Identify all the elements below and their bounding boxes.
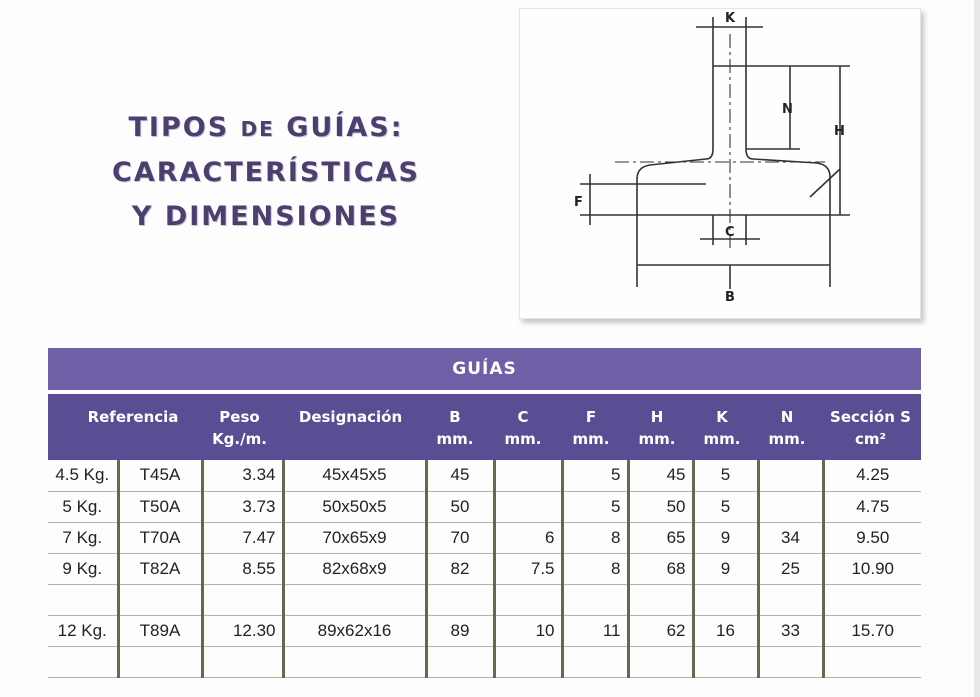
row-h-cell bbox=[628, 584, 693, 615]
row-referencia-cell bbox=[48, 646, 118, 677]
row-seccion-cell: 4.75 bbox=[823, 491, 921, 522]
t-rail-diagram bbox=[519, 8, 921, 319]
table-title: GUÍAS bbox=[452, 359, 517, 379]
row-k-cell: 9 bbox=[693, 553, 758, 584]
row-c-cell bbox=[494, 646, 562, 677]
t-rail-drawing bbox=[520, 9, 920, 318]
label-c: C bbox=[725, 225, 735, 240]
header-k: K mm. bbox=[703, 408, 741, 448]
row-codigo-cell bbox=[118, 646, 202, 677]
row-f-cell bbox=[562, 584, 628, 615]
row-n-cell bbox=[758, 460, 823, 491]
row-peso-cell: 3.34 bbox=[202, 460, 283, 491]
row-f-cell: 5 bbox=[562, 460, 628, 491]
row-peso-cell: 8.55 bbox=[202, 553, 283, 584]
row-peso-cell bbox=[202, 584, 283, 615]
row-b-cell: 45 bbox=[426, 460, 494, 491]
row-designacion-cell: 70x65x9 bbox=[283, 522, 426, 553]
row-f-cell: 8 bbox=[562, 553, 628, 584]
table-row bbox=[48, 584, 921, 615]
page-edge-shadow bbox=[974, 0, 980, 697]
header-peso: Peso Kg./m. bbox=[212, 408, 267, 448]
table-row bbox=[48, 646, 921, 677]
row-h-cell: 68 bbox=[628, 553, 693, 584]
row-f-cell: 11 bbox=[562, 615, 628, 646]
row-b-cell: 70 bbox=[426, 522, 494, 553]
header-seccion: Sección S cm² bbox=[830, 408, 911, 448]
row-k-cell: 9 bbox=[693, 522, 758, 553]
row-k-cell bbox=[693, 646, 758, 677]
page-title bbox=[96, 106, 436, 239]
row-codigo-cell bbox=[118, 584, 202, 615]
label-f: F bbox=[574, 195, 583, 210]
row-h-cell: 65 bbox=[628, 522, 693, 553]
row-k-cell: 5 bbox=[693, 491, 758, 522]
row-peso-cell: 7.47 bbox=[202, 522, 283, 553]
table-title-bar bbox=[48, 348, 921, 390]
table-row bbox=[48, 522, 921, 553]
row-referencia-cell: 9 Kg. bbox=[48, 553, 118, 584]
row-seccion-cell: 15.70 bbox=[823, 615, 921, 646]
row-seccion-cell bbox=[823, 584, 921, 615]
row-peso-cell: 12.30 bbox=[202, 615, 283, 646]
label-k: K bbox=[725, 11, 736, 26]
row-referencia-cell: 5 Kg. bbox=[48, 491, 118, 522]
row-n-cell bbox=[758, 584, 823, 615]
row-b-cell bbox=[426, 646, 494, 677]
row-designacion-cell bbox=[283, 584, 426, 615]
row-f-cell: 5 bbox=[562, 491, 628, 522]
row-k-cell: 5 bbox=[693, 460, 758, 491]
header-h: H mm. bbox=[638, 408, 676, 448]
row-seccion-cell: 10.90 bbox=[823, 553, 921, 584]
table-row bbox=[48, 615, 921, 646]
row-k-cell: 16 bbox=[693, 615, 758, 646]
title-line-3: Y DIMENSIONES bbox=[131, 201, 401, 232]
header-referencia: Referencia bbox=[87, 408, 179, 426]
title-line-1: TIPOS DE GUÍAS: bbox=[128, 112, 404, 143]
row-c-cell bbox=[494, 584, 562, 615]
row-b-cell: 82 bbox=[426, 553, 494, 584]
row-designacion-cell: 82x68x9 bbox=[283, 553, 426, 584]
row-referencia-cell: 4.5 Kg. bbox=[48, 460, 118, 491]
header-b: B mm. bbox=[436, 408, 474, 448]
row-codigo-cell: T50A bbox=[118, 491, 202, 522]
row-designacion-cell: 89x62x16 bbox=[283, 615, 426, 646]
row-h-cell: 62 bbox=[628, 615, 693, 646]
table-row bbox=[48, 491, 921, 522]
row-codigo-cell: T45A bbox=[118, 460, 202, 491]
row-peso-cell: 3.73 bbox=[202, 491, 283, 522]
row-f-cell: 8 bbox=[562, 522, 628, 553]
row-b-cell bbox=[426, 584, 494, 615]
row-c-cell: 10 bbox=[494, 615, 562, 646]
row-seccion-cell: 4.25 bbox=[823, 460, 921, 491]
row-designacion-cell: 50x50x5 bbox=[283, 491, 426, 522]
header-c: C mm. bbox=[504, 408, 542, 448]
row-h-cell: 50 bbox=[628, 491, 693, 522]
row-k-cell bbox=[693, 584, 758, 615]
row-h-cell: 45 bbox=[628, 460, 693, 491]
title-line-2: CARACTERÍSTICAS bbox=[112, 157, 420, 188]
row-n-cell bbox=[758, 646, 823, 677]
row-b-cell: 50 bbox=[426, 491, 494, 522]
page-bottom-crop bbox=[48, 687, 921, 697]
table-header bbox=[48, 394, 921, 460]
row-designacion-cell bbox=[283, 646, 426, 677]
row-seccion-cell bbox=[823, 646, 921, 677]
row-h-cell bbox=[628, 646, 693, 677]
row-f-cell bbox=[562, 646, 628, 677]
label-n: N bbox=[782, 102, 793, 117]
row-codigo-cell: T89A bbox=[118, 615, 202, 646]
guias-table bbox=[48, 460, 921, 678]
row-peso-cell bbox=[202, 646, 283, 677]
header-designacion: Designación bbox=[298, 408, 403, 426]
label-h: H bbox=[834, 124, 845, 139]
row-codigo-cell: T82A bbox=[118, 553, 202, 584]
row-codigo-cell: T70A bbox=[118, 522, 202, 553]
row-n-cell: 34 bbox=[758, 522, 823, 553]
row-seccion-cell: 9.50 bbox=[823, 522, 921, 553]
row-b-cell: 89 bbox=[426, 615, 494, 646]
header-n: N mm. bbox=[768, 408, 806, 448]
row-n-cell: 33 bbox=[758, 615, 823, 646]
row-referencia-cell: 12 Kg. bbox=[48, 615, 118, 646]
row-referencia-cell bbox=[48, 584, 118, 615]
row-c-cell bbox=[494, 460, 562, 491]
row-c-cell bbox=[494, 491, 562, 522]
row-n-cell bbox=[758, 491, 823, 522]
row-n-cell: 25 bbox=[758, 553, 823, 584]
table-row bbox=[48, 553, 921, 584]
label-b: B bbox=[725, 290, 735, 305]
row-referencia-cell: 7 Kg. bbox=[48, 522, 118, 553]
row-c-cell: 7.5 bbox=[494, 553, 562, 584]
row-designacion-cell: 45x45x5 bbox=[283, 460, 426, 491]
row-c-cell: 6 bbox=[494, 522, 562, 553]
header-f: F mm. bbox=[572, 408, 610, 448]
table-row bbox=[48, 460, 921, 491]
